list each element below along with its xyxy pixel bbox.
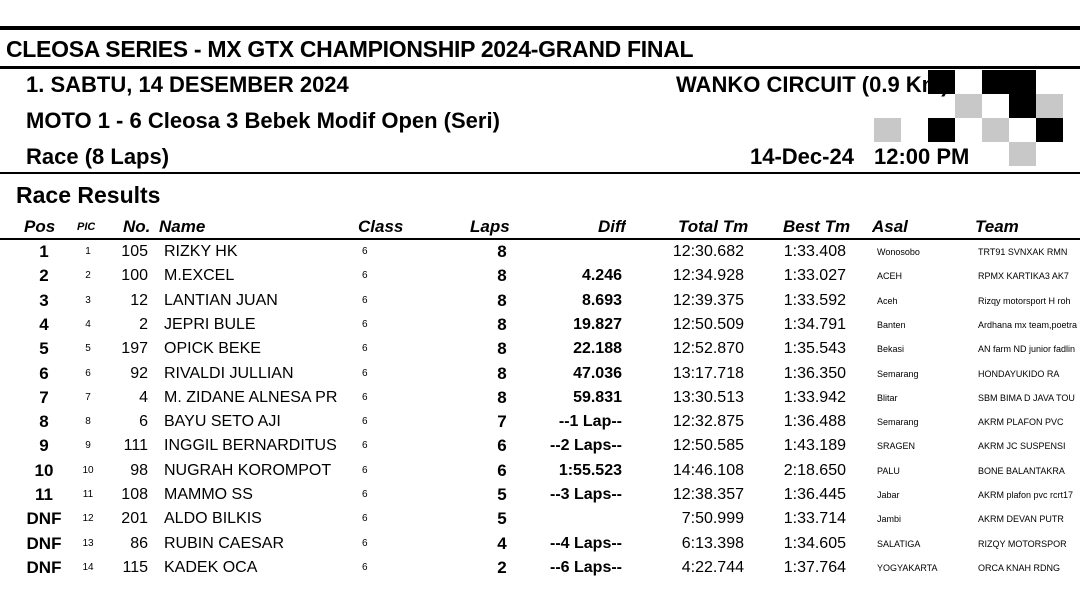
header-bottom-rule: [0, 172, 1080, 174]
cell-no: 4: [139, 388, 148, 406]
cell-laps: 8: [497, 314, 507, 334]
cell-total-time: 12:39.375: [672, 291, 744, 309]
cell-laps: 8: [497, 266, 507, 286]
cell-diff: --3 Laps--: [550, 486, 622, 503]
cell-best-time: 1:33.027: [783, 267, 846, 285]
cell-diff: 59.831: [573, 388, 622, 406]
cell-diff: --1 Lap--: [558, 413, 622, 431]
cell-diff: --6 Laps--: [550, 558, 622, 576]
cell-name: OPICK BEKE: [164, 340, 261, 358]
circuit-name: WANKO CIRCUIT (0.9 Km): [676, 72, 949, 97]
cell-pos: 2: [39, 266, 49, 286]
cell-name: MAMMO SS: [164, 486, 253, 503]
top-rule: [0, 26, 1080, 30]
cell-pic: 1: [85, 246, 91, 257]
cell-class: 6: [362, 318, 368, 330]
table-row: [0, 532, 1080, 556]
cell-class: 6: [362, 561, 368, 573]
cell-asal: Wonosobo: [877, 247, 920, 257]
cell-no: 100: [121, 267, 148, 285]
cell-diff: 22.188: [573, 340, 622, 358]
cell-pos: 5: [39, 339, 49, 359]
cell-pos: 3: [39, 290, 49, 310]
flag-square: [982, 118, 1009, 142]
cell-pic: 2: [85, 270, 91, 282]
cell-best-time: 2:18.650: [783, 461, 846, 479]
table-row: [0, 434, 1080, 458]
cell-name: RIZKY HK: [164, 243, 238, 260]
cell-pos: 6: [39, 363, 49, 383]
cell-best-time: 1:34.791: [783, 315, 846, 333]
race-laps: Race (8 Laps): [26, 144, 170, 169]
cell-pic: 13: [82, 537, 94, 549]
col-name: Name: [159, 217, 206, 236]
col-diff: Diff: [598, 217, 627, 236]
cell-team: AN farm ND junior fadlin: [978, 344, 1076, 355]
cell-no: 201: [121, 510, 148, 528]
col-best: Best Tm: [783, 217, 851, 236]
cell-asal: SRAGEN: [877, 441, 916, 452]
cell-team: SBM BIMA D JAVA TOU: [978, 392, 1075, 403]
cell-best-time: 1:33.714: [783, 510, 846, 528]
cell-pic: 8: [85, 416, 91, 428]
cell-pos: 11: [35, 485, 53, 504]
cell-total-time: 12:38.357: [672, 486, 744, 503]
cell-name: INGGIL BERNARDITUS: [164, 437, 337, 455]
cell-name: KADEK OCA: [164, 558, 258, 576]
cell-team: RPMX KARTIKA3 AK7: [978, 271, 1069, 282]
table-row: [0, 459, 1080, 483]
table-row: [0, 240, 1080, 264]
cell-name: NUGRAH KOROMPOT: [164, 461, 332, 479]
cell-pos: 9: [39, 436, 49, 456]
cell-laps: 2: [497, 557, 507, 577]
cell-total-time: 12:32.875: [672, 413, 744, 431]
cell-class: 6: [362, 391, 368, 403]
cell-no: 111: [123, 437, 148, 455]
col-class: Class: [358, 217, 404, 236]
col-pic: PIC: [77, 221, 96, 233]
cell-laps: 6: [497, 460, 507, 480]
cell-pic: 12: [82, 513, 94, 525]
cell-total-time: 6:13.398: [681, 534, 744, 552]
flag-square: [1009, 70, 1036, 94]
cell-team: AKRM JC SUSPENSI: [978, 441, 1066, 452]
table-row: [0, 337, 1080, 361]
cell-class: 6: [362, 246, 368, 257]
cell-diff: --4 Laps--: [550, 534, 622, 552]
cell-total-time: 7:50.999: [681, 510, 744, 528]
table-row: [0, 386, 1080, 410]
cell-no: 108: [121, 486, 148, 503]
cell-no: 12: [130, 291, 148, 309]
cell-name: LANTIAN JUAN: [164, 291, 278, 309]
cell-asal: PALU: [877, 465, 900, 476]
cell-total-time: 12:50.509: [672, 315, 744, 333]
cell-class: 6: [362, 537, 368, 549]
cell-team: RIZQY MOTORSPOR: [978, 538, 1067, 549]
cell-diff: 1:55.523: [558, 461, 622, 479]
cell-pic: 6: [85, 367, 91, 379]
table-row: [0, 556, 1080, 580]
cell-best-time: 1:35.543: [783, 340, 846, 358]
col-team: Team: [975, 217, 1019, 236]
cell-asal: Blitar: [877, 392, 898, 403]
flag-square: [1036, 118, 1063, 142]
table-row: [0, 362, 1080, 386]
cell-name: RIVALDI JULLIAN: [164, 364, 294, 382]
cell-class: 6: [362, 270, 368, 282]
title-rule: [0, 66, 1080, 69]
cell-no: 105: [121, 243, 148, 260]
cell-pic: 9: [85, 440, 91, 452]
table-row: [0, 264, 1080, 288]
cell-pos: DNF: [26, 509, 62, 529]
cell-no: 92: [130, 364, 148, 382]
cell-pos: DNF: [26, 533, 62, 553]
cell-asal: YOGYAKARTA: [877, 562, 938, 573]
cell-pos: 4: [39, 314, 49, 334]
cell-laps: 7: [497, 412, 507, 432]
cell-team: TRT91 SVNXAK RMN: [978, 247, 1068, 257]
cell-total-time: 12:30.682: [672, 243, 744, 260]
cell-no: 115: [122, 558, 148, 576]
cell-class: 6: [362, 489, 368, 500]
cell-total-time: 12:52.870: [672, 340, 744, 358]
cell-pos: 8: [39, 412, 49, 432]
col-no: No.: [123, 217, 151, 236]
cell-best-time: 1:33.592: [783, 291, 846, 309]
cell-total-time: 12:50.585: [672, 437, 744, 455]
cell-laps: 4: [497, 533, 507, 553]
cell-diff: 19.827: [573, 315, 622, 333]
flag-square: [928, 118, 955, 142]
cell-best-time: 1:43.189: [783, 437, 846, 455]
cell-no: 197: [121, 340, 148, 358]
cell-no: 2: [139, 315, 148, 333]
moto-title: MOTO 1 - 6 Cleosa 3 Bebek Modif Open (Seri): [26, 108, 500, 133]
cell-total-time: 14:46.108: [672, 461, 744, 479]
table-row: [0, 313, 1080, 337]
col-total: Total Tm: [678, 217, 749, 236]
cell-laps: 8: [497, 363, 507, 383]
flag-square: [1009, 142, 1036, 166]
cell-name: JEPRI BULE: [164, 315, 256, 333]
cell-best-time: 1:37.764: [783, 558, 846, 576]
cell-class: 6: [362, 416, 368, 428]
event-title: CLEOSA SERIES - MX GTX CHAMPIONSHIP 2024-GRAND FINAL: [6, 36, 694, 62]
cell-laps: 5: [497, 509, 507, 529]
cell-name: BAYU SETO AJI: [164, 413, 281, 431]
flag-square: [1009, 94, 1036, 118]
cell-total-time: 13:17.718: [672, 364, 744, 382]
col-pos: Pos: [24, 217, 56, 236]
cell-team: AKRM plafon pvc rcrt17: [978, 490, 1074, 500]
cell-pic: 7: [85, 391, 91, 403]
cell-pic: 14: [82, 561, 94, 573]
table-row: [0, 289, 1080, 313]
cell-diff: 4.246: [581, 267, 622, 285]
cell-team: AKRM DEVAN PUTR: [978, 514, 1064, 525]
cell-pic: 3: [85, 294, 91, 306]
cell-asal: ACEH: [877, 271, 903, 282]
print-time: 12:00 PM: [874, 144, 970, 169]
cell-class: 6: [362, 343, 368, 355]
cell-name: ALDO BILKIS: [164, 510, 262, 528]
cell-class: 6: [362, 440, 368, 452]
cell-diff: [540, 507, 622, 531]
cell-laps: 8: [497, 290, 507, 310]
cell-name: M. ZIDANE ALNESA PR: [164, 388, 338, 406]
cell-class: 6: [362, 513, 368, 525]
cell-asal: Jambi: [877, 514, 902, 525]
print-date: 14-Dec-24: [750, 144, 854, 169]
cell-diff: --2 Laps--: [550, 437, 622, 455]
cell-pos: 1: [39, 242, 49, 261]
cell-diff: [540, 240, 622, 264]
cell-team: ORCA KNAH RDNG: [978, 562, 1061, 573]
cell-asal: SALATIGA: [877, 538, 921, 549]
cell-pic: 5: [85, 343, 91, 355]
cell-pos: DNF: [26, 557, 62, 577]
cell-asal: Banten: [877, 319, 906, 330]
cell-total-time: 13:30.513: [672, 388, 744, 406]
event-date: 1. SABTU, 14 DESEMBER 2024: [26, 72, 349, 97]
cell-no: 86: [130, 534, 148, 552]
cell-laps: 8: [497, 387, 507, 407]
cell-best-time: 1:36.488: [783, 413, 846, 431]
cell-name: M.EXCEL: [164, 267, 235, 285]
cell-best-time: 1:36.350: [783, 364, 846, 382]
cell-best-time: 1:36.445: [783, 486, 846, 503]
cell-pic: 10: [82, 464, 94, 476]
cell-class: 6: [362, 464, 368, 476]
cell-pic: 4: [85, 318, 91, 330]
cell-diff: 8.693: [581, 291, 622, 309]
cell-class: 6: [362, 294, 368, 306]
flag-square: [982, 70, 1009, 94]
cell-team: HONDAYUKIDO RA: [978, 368, 1060, 379]
col-laps: Laps: [470, 217, 510, 236]
flag-square: [874, 118, 901, 142]
cell-asal: Jabar: [877, 490, 900, 500]
cell-diff: 47.036: [573, 364, 622, 382]
cell-asal: Aceh: [877, 295, 898, 306]
cell-pos: 10: [34, 460, 54, 480]
cell-asal: Semarang: [877, 417, 919, 428]
cell-asal: Semarang: [877, 368, 919, 379]
cell-laps: 5: [497, 485, 507, 504]
cell-class: 6: [362, 367, 368, 379]
cell-team: AKRM PLAFON PVC: [978, 417, 1064, 428]
cell-best-time: 1:33.408: [783, 243, 846, 260]
cell-laps: 8: [497, 242, 507, 261]
cell-team: BONE BALANTAKRA: [978, 465, 1065, 476]
table-row: [0, 410, 1080, 434]
cell-no: 98: [130, 461, 148, 479]
cell-best-time: 1:34.605: [783, 534, 846, 552]
cell-asal: Bekasi: [877, 344, 905, 355]
flag-square: [955, 94, 982, 118]
cell-pic: 11: [82, 489, 94, 500]
table-row: [0, 507, 1080, 531]
cell-team: Rizqy motorsport H roh: [978, 295, 1071, 306]
cell-team: Ardhana mx team,poetra: [978, 319, 1078, 330]
cell-best-time: 1:33.942: [783, 388, 846, 406]
cell-laps: 6: [497, 436, 507, 456]
cell-laps: 8: [497, 339, 507, 359]
cell-pos: 7: [39, 387, 49, 407]
table-row: [0, 483, 1080, 507]
cell-total-time: 4:22.744: [681, 558, 744, 576]
section-title: Race Results: [16, 182, 161, 208]
cell-total-time: 12:34.928: [672, 267, 744, 285]
cell-no: 6: [139, 413, 148, 431]
cell-name: RUBIN CAESAR: [164, 534, 285, 552]
flag-square: [1036, 94, 1063, 118]
col-asal: Asal: [872, 217, 908, 236]
